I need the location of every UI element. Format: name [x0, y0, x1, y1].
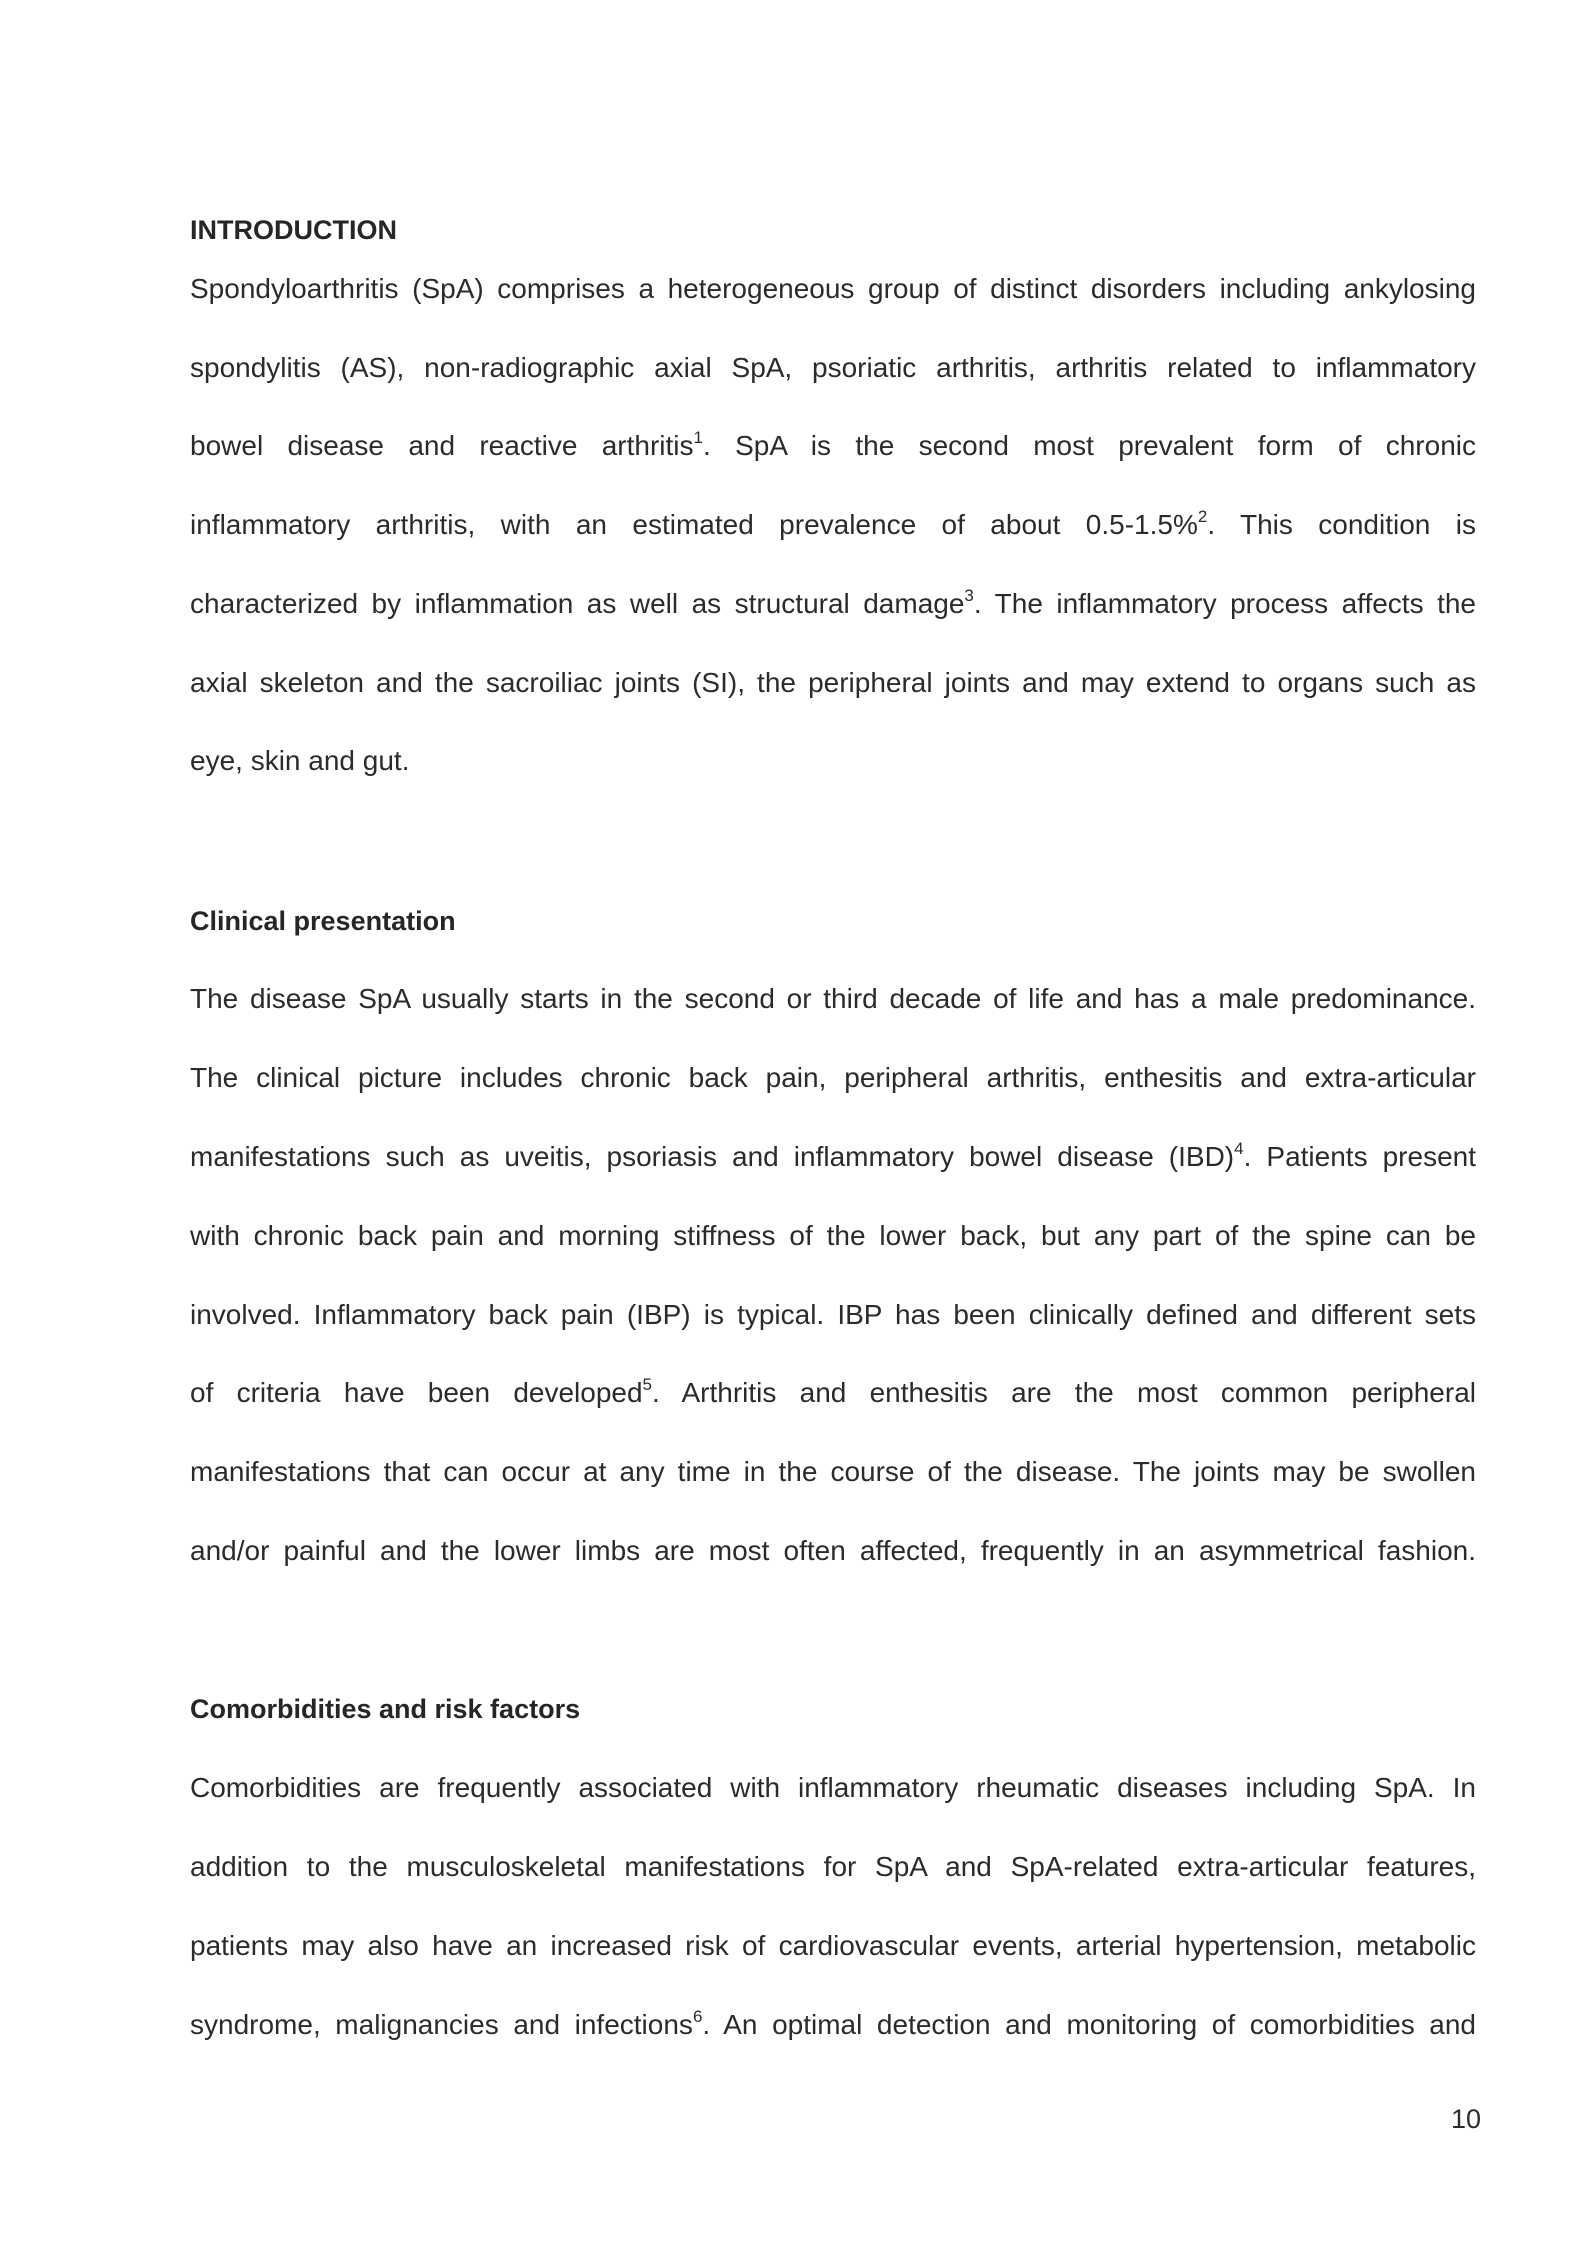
- paragraph-line: The disease SpA usually starts in the second or third decade of life and has a male predominance.: [190, 983, 1476, 1014]
- paragraph-line: involved. Inflammatory back pain (IBP) is typical. IBP has been clinically defined and different sets: [190, 1299, 1476, 1330]
- citation-ref: 3: [964, 585, 974, 605]
- page-number: 10: [1450, 2104, 1481, 2134]
- section-heading-introduction: INTRODUCTION: [190, 215, 397, 245]
- paragraph-line: inflammatory arthritis, with an estimated prevalence of about 0.5-1.5%$^2$. This condition is: [190, 506, 1476, 540]
- section-heading-comorbidities: Comorbidities and risk factors: [190, 1694, 581, 1724]
- paragraph-line: Spondyloarthritis (SpA) comprises a heterogeneous group of distinct disorders including ankylosing: [190, 273, 1476, 304]
- paragraph-line: axial skeleton and the sacroiliac joints (SI), the peripheral joints and may extend to organs such as: [190, 667, 1476, 698]
- paragraph-line: spondylitis (AS), non-radiographic axial SpA, psoriatic arthritis, arthritis related to inflammatory: [190, 352, 1476, 383]
- citation-ref: 2: [1197, 506, 1208, 526]
- paragraph-line: with chronic back pain and morning stiffness of the lower back, but any part of the spine can be: [190, 1220, 1476, 1251]
- paragraph-line: manifestations such as uveitis, psoriasis and inflammatory bowel disease (IBD)$^4$. Patients present: [190, 1138, 1476, 1172]
- citation-ref: 1: [693, 427, 703, 447]
- citation-ref: 6: [692, 2006, 703, 2026]
- section-heading-clinical-presentation: Clinical presentation: [190, 906, 456, 936]
- paragraph-line: The clinical picture includes chronic back pain, peripheral arthritis, enthesitis and extra-articular: [190, 1062, 1476, 1093]
- paragraph-line: eye, skin and gut.: [190, 745, 410, 776]
- citation-ref: 5: [642, 1374, 653, 1394]
- paragraph-line: manifestations that can occur at any time in the course of the disease. The joints may be swollen: [190, 1456, 1476, 1487]
- paragraph-line: syndrome, malignancies and infections$^6$. An optimal detection and monitoring of comorbidities and: [190, 2006, 1477, 2040]
- paragraph-line: of criteria have been developed$^5$. Arthritis and enthesitis are the most common peripheral: [190, 1374, 1476, 1408]
- citation-ref: 4: [1234, 1138, 1244, 1158]
- paragraph-line: addition to the musculoskeletal manifestations for SpA and SpA-related extra-articular features,: [190, 1851, 1476, 1882]
- paragraph-line: patients may also have an increased risk of cardiovascular events, arterial hypertension, metabolic: [190, 1930, 1476, 1961]
- paragraph-line: characterized by inflammation as well as structural damage$^3$. The inflammatory process affects the: [190, 585, 1476, 619]
- paragraph-line: and/or painful and the lower limbs are most often affected, frequently in an asymmetrical fashion.: [190, 1535, 1476, 1566]
- paragraph-line: bowel disease and reactive arthritis$^1$. SpA is the second most prevalent form of chronic: [190, 427, 1476, 461]
- paragraph-line: Comorbidities are frequently associated with inflammatory rheumatic diseases including SpA. In: [190, 1772, 1476, 1803]
